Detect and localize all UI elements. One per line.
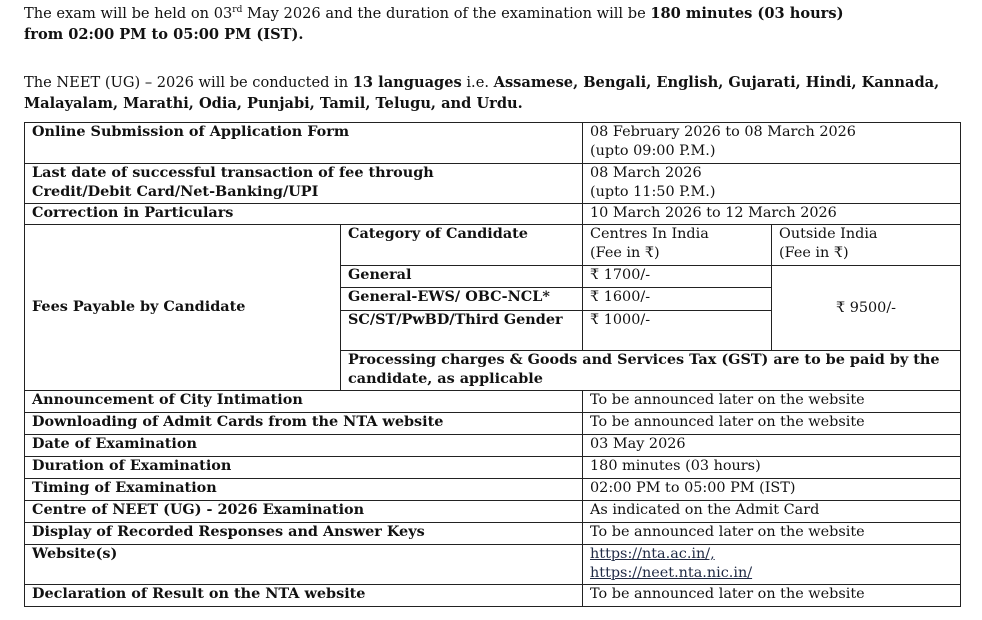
category-cell: SC/ST/PwBD/Third Gender — [341, 311, 583, 351]
gst-note: Processing charges & Goods and Services Tax (GST) are to be paid by the candidate, as applicable — [341, 351, 961, 391]
row-label: Correction in Particulars — [25, 204, 583, 225]
row-label: Centre of NEET (UG) - 2026 Examination — [25, 501, 583, 523]
row-value: 03 May 2026 — [583, 435, 961, 457]
fees-label: Fees Payable by Candidate — [25, 225, 341, 391]
header-line: Centres In India — [590, 226, 709, 242]
category-cell: General — [341, 266, 583, 288]
row-value: To be announced later on the website — [583, 413, 961, 435]
row-value: 02:00 PM to 05:00 PM (IST) — [583, 479, 961, 501]
intro-text-1b: May 2026 and the duration of the examination will be — [242, 4, 651, 22]
row-label: Timing of Examination — [25, 479, 583, 501]
lang-ie: i.e. — [461, 74, 494, 91]
row-label: Declaration of Result on the NTA website — [25, 585, 583, 607]
row-value: To be announced later on the website — [583, 585, 961, 607]
timing-bold: from 02:00 PM to 05:00 PM (IST). — [24, 25, 304, 43]
intro-text-1: The exam will be held on 03 — [24, 4, 233, 22]
fee-cell: ₹ 1000/- — [583, 311, 772, 351]
table-row — [25, 204, 961, 225]
row-value — [583, 123, 961, 164]
table-row — [25, 479, 961, 501]
exam-schedule-paragraph — [24, 0, 958, 45]
outside-fee-cell: ₹ 9500/- — [772, 266, 961, 351]
row-value: 10 March 2026 to 12 March 2026 — [583, 204, 961, 225]
row-label: Date of Examination — [25, 435, 583, 457]
label-line: Last date of successful transaction of fee through — [32, 164, 434, 181]
row-value: As indicated on the Admit Card — [583, 501, 961, 523]
header-line: (Fee in ₹) — [779, 244, 849, 261]
value-line: (upto 11:50 P.M.) — [590, 183, 716, 200]
languages-paragraph — [24, 72, 958, 114]
table-row — [25, 123, 961, 164]
fee-cell: ₹ 1600/- — [583, 288, 772, 311]
nta-link[interactable]: https://nta.ac.in/, — [590, 546, 715, 562]
value-line: 08 March 2026 — [590, 165, 702, 181]
table-row — [25, 413, 961, 435]
lang-prefix: The NEET (UG) – 2026 will be conducted in — [24, 74, 353, 91]
table-row — [25, 585, 961, 607]
duration-bold: 180 minutes (03 hours) — [650, 4, 844, 22]
ordinal-suffix: rd — [232, 5, 243, 15]
table-row — [25, 435, 961, 457]
row-value: 180 minutes (03 hours) — [583, 457, 961, 479]
row-value — [583, 545, 961, 585]
category-cell: General-EWS/ OBC-NCL* — [341, 288, 583, 311]
row-value: To be announced later on the website — [583, 391, 961, 413]
row-label: Website(s) — [25, 545, 583, 585]
fees-header-row — [25, 225, 961, 266]
lang-count: 13 languages — [352, 74, 462, 91]
table-row — [25, 545, 961, 585]
lang-list: Assamese, Bengali, English, Gujarati, Hindi, Kannada, Malayalam, Marathi, Odia, Punjabi, Tamil, Telugu, and Urdu. — [24, 74, 940, 112]
row-label: Announcement of City Intimation — [25, 391, 583, 413]
row-value: To be announced later on the website — [583, 523, 961, 545]
row-label: Downloading of Admit Cards from the NTA website — [25, 413, 583, 435]
table-row — [25, 501, 961, 523]
row-value — [583, 164, 961, 204]
header-line: (Fee in ₹) — [590, 244, 660, 261]
value-line: 08 February 2026 to 08 March 2026 — [590, 124, 856, 140]
neet-link[interactable]: https://neet.nta.nic.in/ — [590, 564, 753, 581]
outside-fee-header — [772, 225, 961, 266]
table-row — [25, 523, 961, 545]
schedule-table — [24, 122, 961, 607]
table-row — [25, 457, 961, 479]
india-fee-header — [583, 225, 772, 266]
row-label: Display of Recorded Responses and Answer Keys — [25, 523, 583, 545]
table-row — [25, 391, 961, 413]
row-label — [25, 164, 583, 204]
row-label: Duration of Examination — [25, 457, 583, 479]
table-row — [25, 164, 961, 204]
value-line: (upto 09:00 P.M.) — [590, 142, 716, 159]
fee-cell: ₹ 1700/- — [583, 266, 772, 288]
category-header: Category of Candidate — [341, 225, 583, 266]
header-line: Outside India — [779, 226, 878, 242]
label-line: Credit/Debit Card/Net-Banking/UPI — [32, 182, 319, 200]
row-label: Online Submission of Application Form — [25, 123, 583, 164]
